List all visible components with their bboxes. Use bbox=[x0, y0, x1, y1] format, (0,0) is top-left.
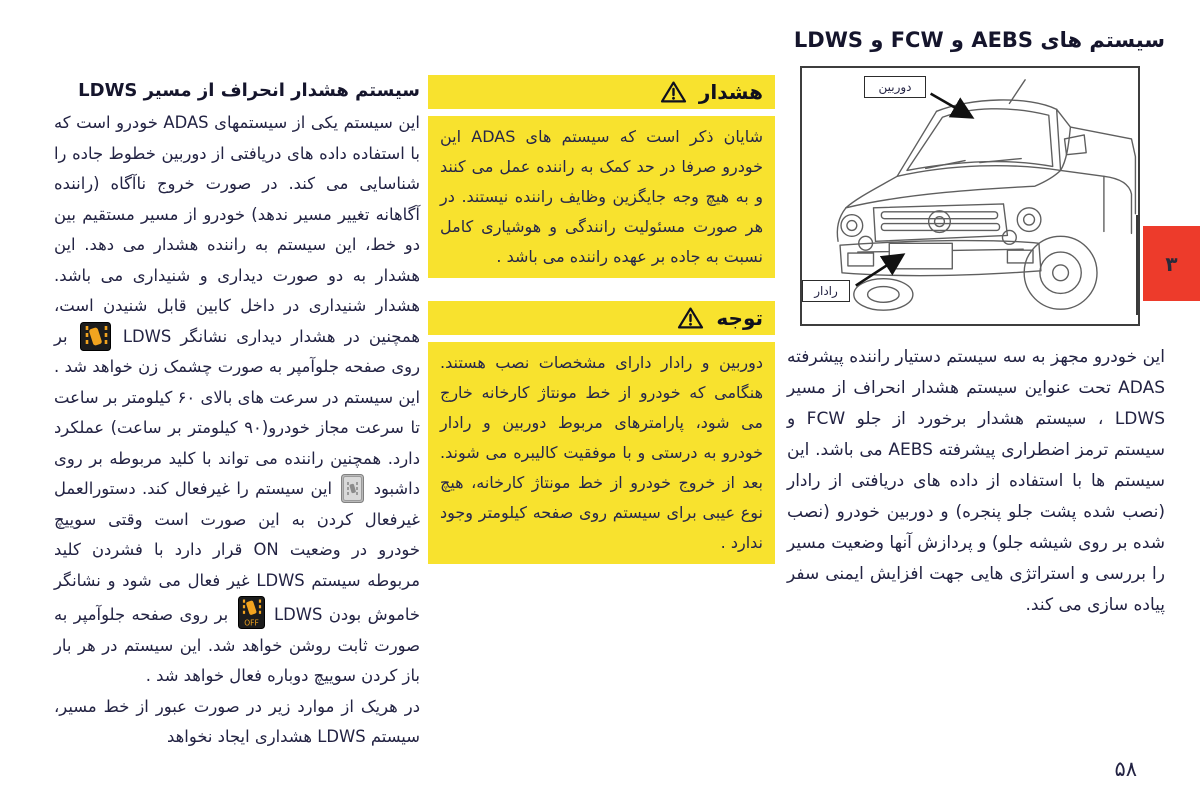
ldws-text-4: بر روی صفحه جلوآمپر به صورت ثابت روشن خواهد شد. این سیستم در هر بار باز کردن سوییچ دوباره فعال خواهد شد . bbox=[54, 605, 420, 685]
ldws-section bbox=[54, 76, 420, 753]
ldws-paragraph bbox=[54, 108, 420, 692]
adas-intro-paragraph: این خودرو مجهز به سه سیستم دستیار راننده پیشرفته ADAS تحت عنواین سیستم هشدار انحراف از مسیر LDWS ، سیستم هشدار برخورد از جلو FCW و سیستم ترمز اضطراری پیشرفته AEBS می باشد. این سیستم ها با استفاده از داده های دریافتی از رادار (نصب شده پشت جلو پنجره) و دوربین خودرو (نصب شده بر روی شیشه جلو) و پردازش آنها وضعیت مسیر را بررسی و استراتژی هایی جهت افزایش ایمنی سفر پیاده سازی می کند. bbox=[787, 347, 1165, 615]
page-title: سیستم های AEBS و FCW و LDWS bbox=[793, 28, 1165, 52]
note-box-body: دوربین و رادار دارای مشخصات نصب هستند. هنگامی که خودرو از خط مونتاژ کارخانه خارج می شود، پارامترهای مربوط دوربین و رادار خودرو به درستی و با موفقیت کالیبره می شوند. بعد از خروج خودرو از خط مونتاژ کارخانه، هیچ نوع عیبی برای سیستم روی صفحه کیلومتر وجود ندارد . bbox=[428, 342, 775, 564]
section-tab: ۳ bbox=[1143, 226, 1200, 301]
section-tab-rule bbox=[1136, 215, 1138, 315]
radar-arrow bbox=[856, 256, 901, 286]
ldws-off-indicator-icon bbox=[238, 596, 265, 629]
ldws-text-2: بر روی صفحه جلوآمپر به صورت چشمک زن خواهد شد . این سیستم در سرعت های بالای ۶۰ کیلومتر بر ساعت تا سرعت مجاز خودرو(۹۰ کیلومتر بر ساعت) عملکرد دارد. همچنین راننده می تواند با کلید مربوطه بر روی داشبود bbox=[54, 326, 421, 498]
ldws-text-1: این سیستم یکی از سیستمهای ADAS خودرو است که با استفاده داده های دریافتی از دوربین خطوط جاده را شناسایی می کند. در صورت خروج ناآگاه (راننده آگاهانه تغییر مسیر ندهد) خودرو از مسیر مستقیم بین دو خط، این سیستم به راننده هشدار می دهد. این هشدار به دو صورت دیداری و شنیداری می باشد. هشدار شنیداری در داخل کابین قابل شنیدن است، همچنین در هشدار دیداری نشانگر LDWS bbox=[54, 113, 421, 346]
camera-callout-label: دوربین bbox=[864, 76, 926, 98]
intro-column bbox=[787, 28, 1165, 621]
vehicle-figure bbox=[800, 66, 1140, 326]
warning-triangle-icon bbox=[660, 80, 687, 104]
note-box-header bbox=[428, 301, 775, 335]
radar-callout-label: رادار bbox=[802, 280, 850, 302]
ldws-off-icon-text: OFF bbox=[243, 618, 259, 628]
note-triangle-icon bbox=[677, 306, 704, 330]
ldws-heading: سیستم هشدار انحراف از مسیر LDWS bbox=[78, 80, 420, 101]
warning-box-title: هشدار bbox=[698, 80, 763, 104]
warning-box-header bbox=[428, 75, 775, 109]
ldws-text-3: این سیستم را غیرفعال کند. دستورالعمل غیرفعال کردن به این صورت است وقتی سوییچ خودرو در وضعیت ON قرار دارد با فشردن کلید مربوطه سیستم LDWS غیر فعال می شود و نشانگر خاموش بودن LDWS bbox=[54, 479, 420, 624]
camera-arrow bbox=[931, 94, 970, 117]
callout-column bbox=[428, 75, 775, 587]
page-number: ۵۸ bbox=[1114, 757, 1137, 781]
note-box-title: توجه bbox=[716, 306, 763, 330]
warning-box-body: شایان ذکر است که سیستم های ADAS این خودرو صرفا در حد کمک به راننده عمل می کنند و به هیچ وجه جایگزین وظایف راننده نیستند. در هر صورت مسئولیت رانندگی و هوشیاری کامل نسبت به جاده بر عهده راننده می باشد . bbox=[428, 116, 775, 278]
ldws-dashboard-switch-icon bbox=[341, 474, 364, 503]
truck-illustration bbox=[802, 68, 1138, 324]
ldws-closing-line: در هریک از موارد زیر در صورت عبور از خط مسیر، سیستم LDWS هشداری ایجاد نخواهد bbox=[54, 696, 420, 746]
ldws-warning-indicator-icon bbox=[80, 322, 111, 351]
